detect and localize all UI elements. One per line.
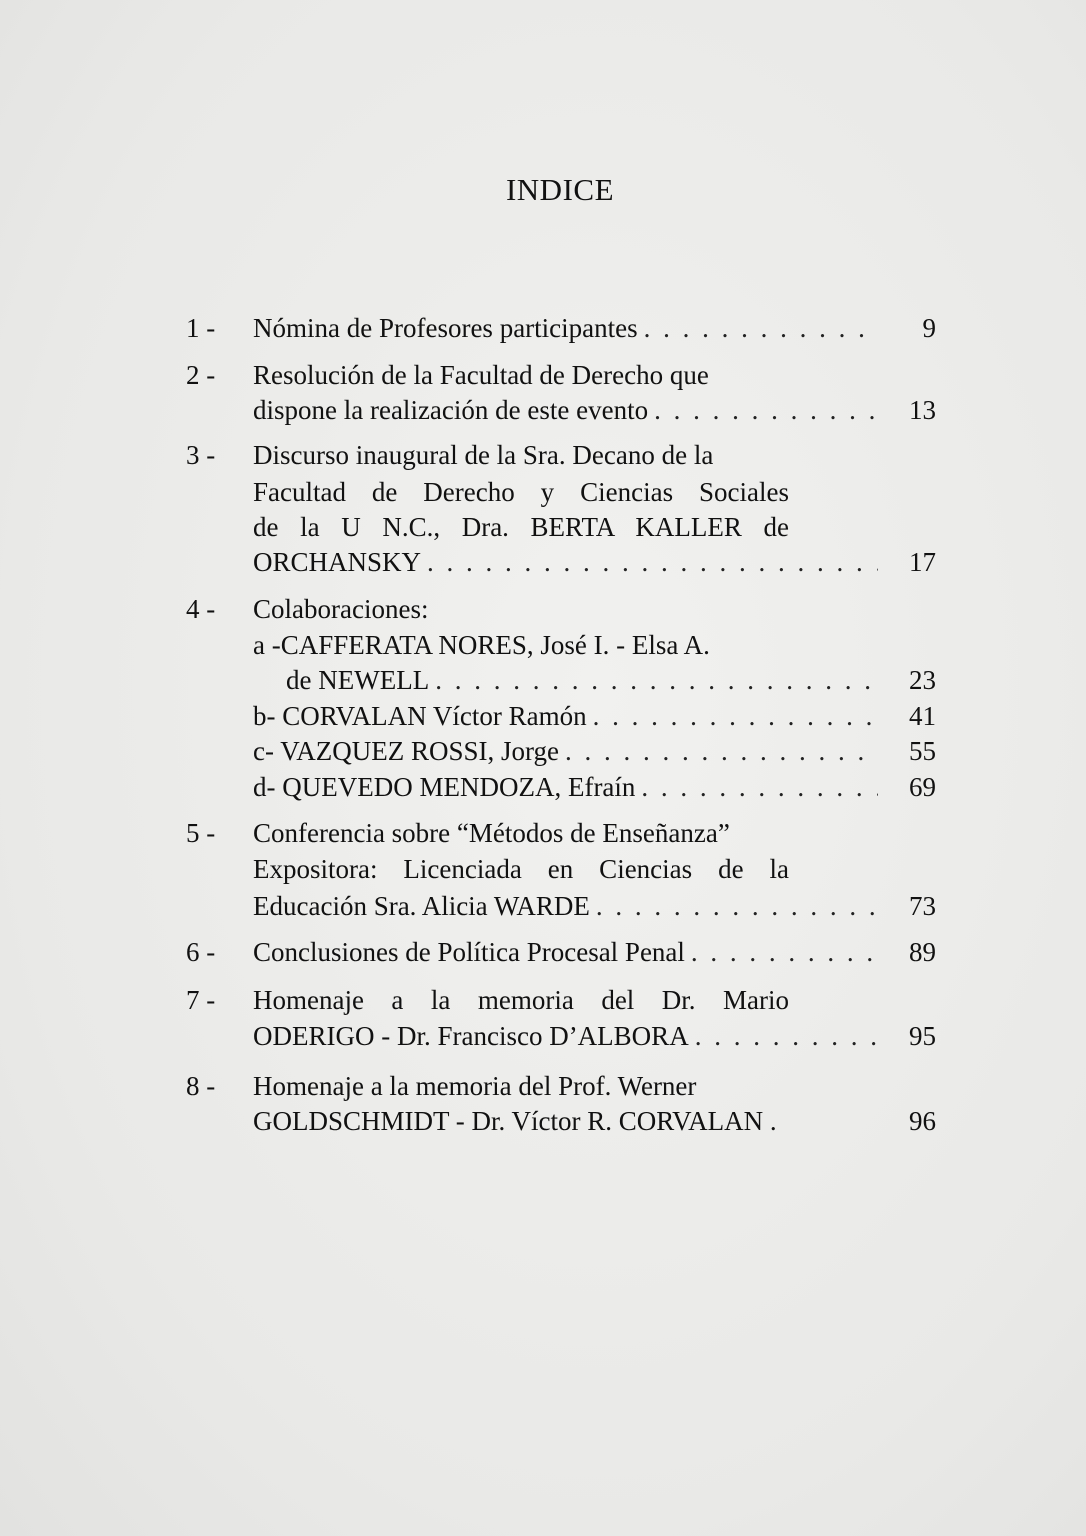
page-number: 69 bbox=[909, 772, 936, 802]
entry-title-line: Educación Sra. Alicia WARDE . . . bbox=[253, 888, 878, 924]
dot-leader bbox=[429, 662, 878, 698]
page-number: 89 bbox=[909, 937, 936, 967]
entry-title-line: Colaboraciones: bbox=[253, 594, 429, 624]
page-title: INDICE bbox=[505, 172, 615, 207]
entry-title-line: dispone la realización de este evento . . . bbox=[253, 392, 878, 428]
entry-number: 2 - bbox=[186, 360, 216, 390]
dot-leader bbox=[559, 733, 878, 769]
sub-entry-b: b- CORVALAN Víctor Ramón . . . bbox=[253, 698, 878, 734]
entry-title-line: de la U N.C., Dra. BERTA KALLER de bbox=[253, 512, 789, 542]
entry-title-line: GOLDSCHMIDT - Dr. Víctor R. CORVALAN . bbox=[253, 1106, 777, 1136]
dot-leader bbox=[590, 888, 878, 924]
sub-entry-d: d- QUEVEDO MENDOZA, Efraín . . . bbox=[253, 769, 878, 805]
entry-number: 8 - bbox=[186, 1071, 216, 1101]
page-number: 9 bbox=[922, 313, 936, 343]
entry-number: 6 - bbox=[186, 937, 216, 967]
dot-leader bbox=[421, 544, 878, 580]
entry-title: Conclusiones de Política Procesal Penal . . . bbox=[253, 934, 878, 970]
entry-title-line: Conferencia sobre “Métodos de Enseñanza” bbox=[253, 818, 730, 848]
entry-number: 4 - bbox=[186, 594, 216, 624]
sub-entry-a: de NEWELL . . . bbox=[286, 662, 878, 698]
page-number: 55 bbox=[909, 736, 936, 766]
entry-title: Nómina de Profesores participantes . . . bbox=[253, 310, 878, 346]
page-number: 13 bbox=[909, 395, 936, 425]
entry-number: 3 - bbox=[186, 440, 216, 470]
entry-title-line: Discurso inaugural de la Sra. Decano de la bbox=[253, 440, 714, 470]
sub-entry-a-line: a -CAFFERATA NORES, José I. - Elsa A. bbox=[253, 630, 710, 660]
dot-leader bbox=[587, 698, 878, 734]
dot-leader bbox=[638, 310, 878, 346]
dot-leader bbox=[689, 1018, 878, 1054]
dot-leader bbox=[635, 769, 878, 805]
page-number: 41 bbox=[909, 701, 936, 731]
entry-title-line: Expositora: Licenciada en Ciencias de la bbox=[253, 854, 789, 884]
entry-title-line: ORCHANSKY . . . bbox=[253, 544, 878, 580]
entry-title-line: ODERIGO - Dr. Francisco D’ALBORA . . . bbox=[253, 1018, 878, 1054]
entry-title-line: Resolución de la Facultad de Derecho que bbox=[253, 360, 709, 390]
entry-title-line: Facultad de Derecho y Ciencias Sociales bbox=[253, 477, 789, 507]
page-number: 96 bbox=[909, 1106, 936, 1136]
dot-leader bbox=[648, 392, 878, 428]
sub-entry-c: c- VAZQUEZ ROSSI, Jorge . . . bbox=[253, 733, 878, 769]
page-number: 95 bbox=[909, 1021, 936, 1051]
entry-number: 5 - bbox=[186, 818, 216, 848]
page-number: 73 bbox=[909, 891, 936, 921]
entry-number: 1 - bbox=[186, 313, 216, 343]
entry-title-line: Homenaje a la memoria del Dr. Mario bbox=[253, 985, 789, 1015]
page-number: 17 bbox=[909, 547, 936, 577]
page-number: 23 bbox=[909, 665, 936, 695]
entry-number: 7 - bbox=[186, 985, 216, 1015]
dot-leader bbox=[685, 934, 878, 970]
entry-title-line: Homenaje a la memoria del Prof. Werner bbox=[253, 1071, 697, 1101]
